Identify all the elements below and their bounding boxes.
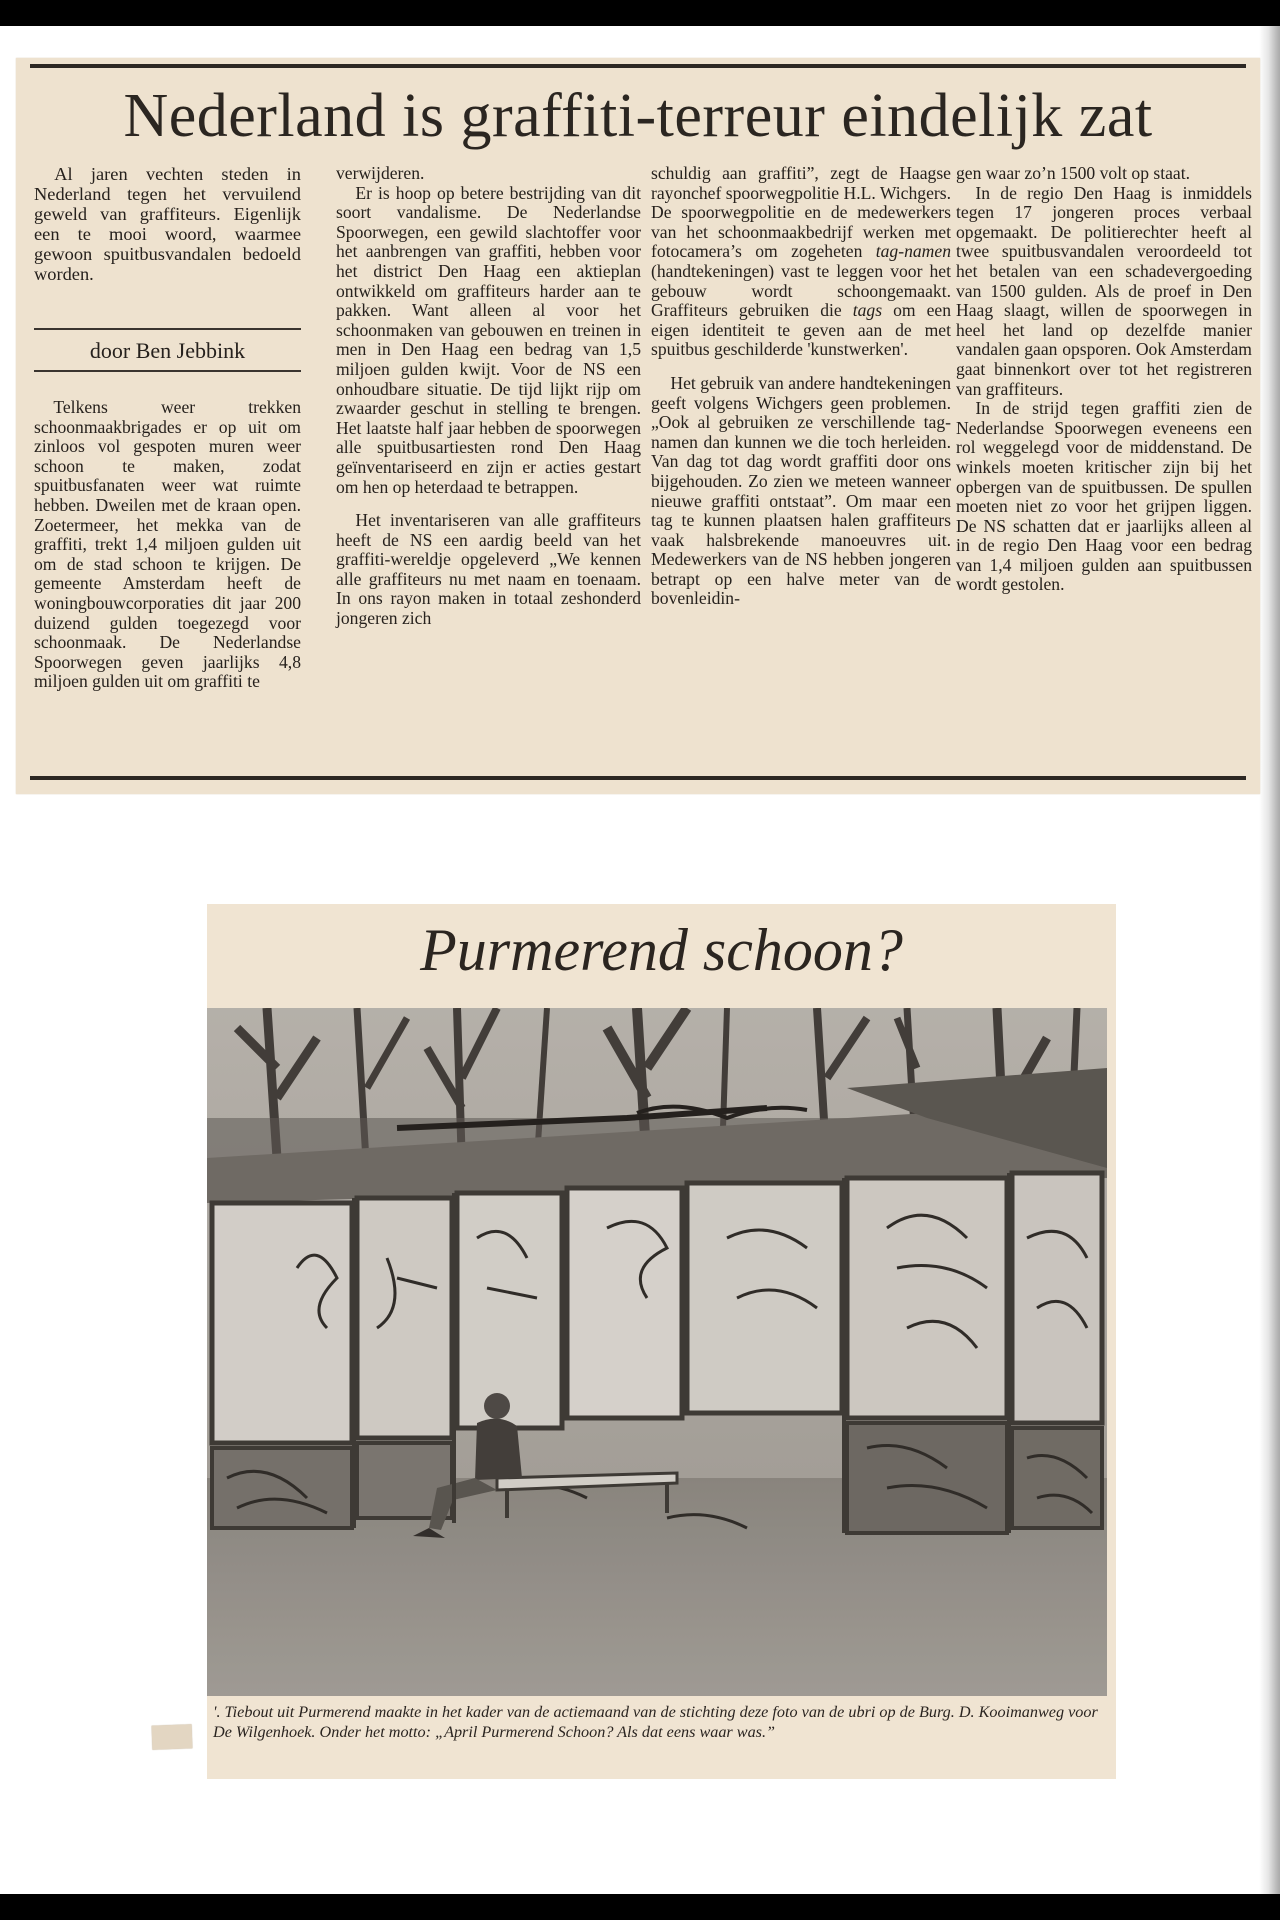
- photo-caption: '. Tiebout uit Purmerend maakte in het kader van de actiemaand van de stichting deze foto van de ubri op de Burg. D. Kooimanweg voor De Wilgenhoek. Onder het motto: „April Purmerend Schoon? Als dat eens waar was.”: [213, 1703, 1098, 1741]
- column-4-paragraph-3: In de strijd tegen graffiti zien de Nederlandse Spoorwegen eveneens een rol weggelegd voor de middenstand. De winkels moeten kritischer zijn bij het opbergen van de spuitbussen. De spullen moeten niet zo voor het grijpen liggen. De NS schatten dat er jaarlijks alleen al in de regio Den Haag voor een bedrag van 1,4 miljoen gulden aan spuitbussen wordt gestolen.: [956, 398, 1252, 595]
- bottom-rule: [30, 776, 1246, 780]
- newspaper-clipping-purmerend: [207, 904, 1116, 1779]
- column-1-paragraph: Telkens weer trekken schoonmaakbrigades er op uit om zinloos vol gespoten muren weer schoon te maken, zodat spuitbusfanaten weer wat ruimte hebben. Dweilen met de kraan open. Zoetermeer, het mekka van de graffiti, trekt 1,4 miljoen gulden uit om de stad schoon te krijgen. De gemeente Amsterdam heeft de woningbouwcorporaties dit jaar 200 duizend gulden toegezegd voor schoonmaak. De Nederlandse Spoorwegen geven jaarlijks 4,8 miljoen gulden uit om graffiti te: [34, 397, 301, 692]
- column-4-paragraph-1: gen waar zo’n 1500 volt op staat.: [956, 163, 1191, 183]
- column-2-paragraph-2: Er is hoop op betere bestrijding van dit soort vandalisme. De Nederlandse Spoorwegen, een gewild slachtoffer voor het aanbrengen van graffiti, hebben voor het district Den Haag een aktieplan ontwikkeld om graffiteurs harder aan te pakken. Want alleen al voor het schoonmaken van gebouwen en treinen in men in Den Haag een bedrag van 1,5 miljoen gulden kwijt. Voor de NS een onhoudbare situatie. De tijd lijkt rijp om zwaarder geschut in stelling te brengen. Het laatste half jaar hebben de spoorwegen alle spuitbusartiesten rond Den Haag geïnventariseerd en zijn er acties gestart om hen op heterdaad te betrappen.: [336, 182, 641, 497]
- column-4-paragraph-2: In de regio Den Haag is inmiddels tegen 17 jongeren proces verbaal opgemaakt. De politierechter heeft al twee spuitbusvandalen veroordeeld tot het betalen van een schadevergoeding van 1500 gulden. Als de proef in Den Haag slaagt, willen de spoorwegen in heel het land op dezelfde manier vandalen gaan opsporen. Ook Amsterdam gaat binnenkort over tot het registreren van graffiteurs.: [956, 182, 1252, 399]
- column-3-paragraph-1: schuldig aan graffiti”, zegt de Haagse rayonchef spoorwegpolitie H.L. Wichgers. De spoorwegpolitie en de medewerkers van het schoonmaakbedrijf werken met fotocamera’s om zogeheten tag-namen (handtekeningen) vast te leggen voor het gebouw wordt schoongemaakt. Graffiteurs gebruiken die tags om een eigen identiteit te geven aan de met spuitbus geschilderde 'kunstwerken'.: [651, 163, 951, 360]
- column-2-paragraph-1: verwijderen.: [336, 163, 425, 183]
- emphasis-tag-namen: tag-namen: [875, 241, 951, 262]
- article-column-1: [34, 164, 301, 692]
- byline: door Ben Jebbink: [34, 328, 301, 372]
- scan-top-border: [0, 0, 1280, 26]
- article-column-3: [651, 164, 951, 609]
- top-rule: [30, 64, 1246, 68]
- scan-bottom-border: [0, 1894, 1280, 1920]
- newspaper-clipping-graffiti-article: [16, 58, 1260, 794]
- column-2-paragraph-3: Het inventariseren van alle graffiteurs heeft de NS een aardig beeld van het graffiti-wereldje opgeleverd „We kennen alle graffiteurs nu met naam en toenaam. In ons rayon maken in totaal zeshonderd jongeren zich: [336, 510, 641, 629]
- photo-article-title: Purmerend schoon?: [420, 917, 903, 983]
- article-headline: Nederland is graffiti-terreur eindelijk zat: [123, 82, 1153, 150]
- torn-paper-tab: [152, 1724, 193, 1749]
- article-column-4: [956, 164, 1252, 595]
- article-lede: Al jaren vechten steden in Nederland tegen het vervuilend geweld van graffiteurs. Eigenlijk een te mooi woord, waarmee gewoon spuitbusvandalen bedoeld worden.: [34, 164, 301, 284]
- emphasis-tags: tags: [852, 300, 883, 321]
- bus-shelter-photo: [207, 1008, 1107, 1696]
- article-column-2: [336, 164, 641, 629]
- column-3-paragraph-2: Het gebruik van andere handtekeningen geeft volgens Wichgers geen problemen. „Ook al gebruiken ze verschillende tag-namen dan kunnen we die toch herleiden. Van dag tot dag wordt graffiti door ons bijgehouden. Zo zien we meteen wanneer nieuwe graffiti ontstaat”. Om maar een tag te kunnen plaatsen halen graffiteurs vaak halsbrekende manoeuvres uit. Medewerkers van de NS hebben jongeren betrapt op een halve meter van de bovenleidin-: [651, 372, 951, 609]
